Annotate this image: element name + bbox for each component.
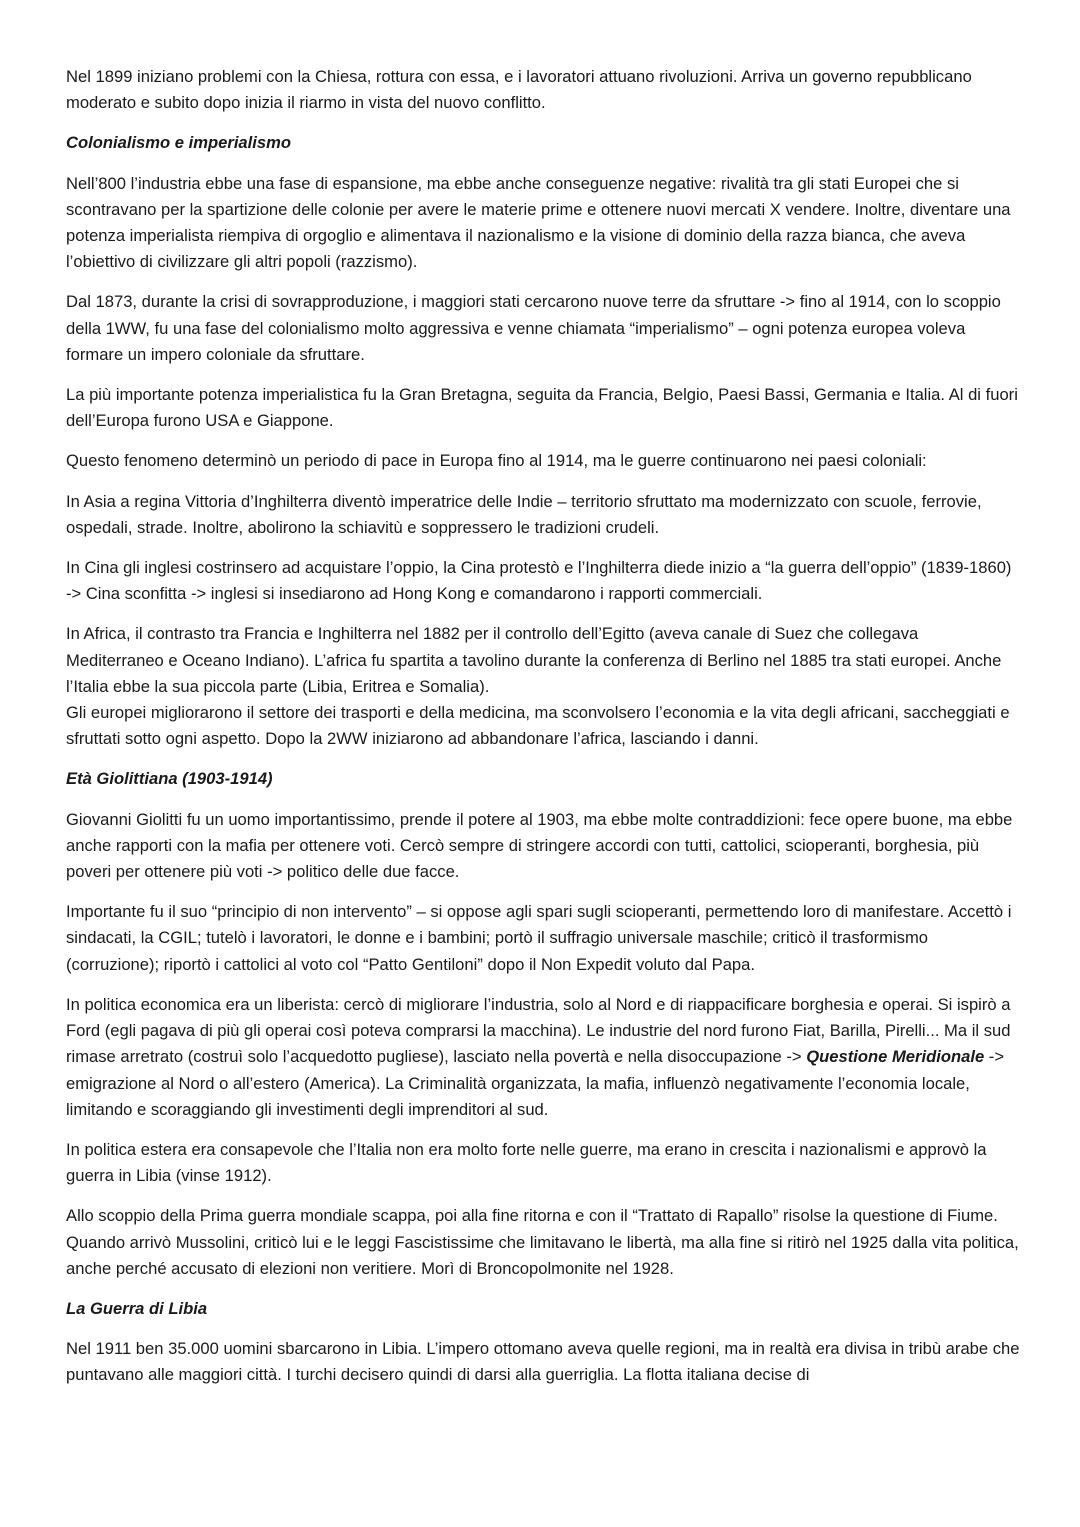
paragraph-riarmo: Nel 1899 iniziano problemi con la Chiesa, rottura con essa, e i lavoratori attuano rivoluzioni. Arriva un governo repubblicano moderato e subito dopo inizia il riarmo in vista del nuovo conflitto. [66,67,972,113]
paragraph-pace: Questo fenomeno determinò un periodo di pace in Europa fino al 1914, ma le guerre continuarono nei paesi coloniali: [66,451,927,471]
paragraph-espansione: Nell’800 l’industria ebbe una fase di espansione, ma ebbe anche conseguenze negative: rivalità tra gli stati Europei che si scontravano per la spartizione delle colonie per avere le materie prime e ottenere nuovi mercati X vendere. Inoltre, diventare una potenza imperialista riempiva di orgoglio e alimentava il nazionalismo e la visione di dominio della razza bianca, che aveva l’obiettivo di civilizzare gli altri popoli (razzismo). [66,173,1011,272]
paragraph-libia: Nel 1911 ben 35.000 uomini sbarcarono in Libia. L’impero ottomano aveva quelle regioni, ma in realtà era divisa in tribù arabe che puntavano alle maggiori città. I turchi decisero quindi di darsi alla guerriglia. La flotta italiana decise di [66,1339,1020,1385]
paragraph-asia: In Asia a regina Vittoria d’Inghilterra diventò imperatrice delle Indie – territorio sfruttato ma modernizzato con scuole, ferrovie, ospedali, strade. Inoltre, abolirono la schiavitù e soppressero le tradizioni crudeli. [66,491,982,537]
paragraph-africa: In Africa, il contrasto tra Francia e Inghilterra nel 1882 per il controllo dell’Egitto (aveva canale di Suez che collegava Mediterraneo e Oceano Indiano). L’africa fu spartita a tavolino durante la conferenza di Berlino nel 1885 tra stati europei. Anche l’Italia ebbe la sua piccola parte (Libia, Eritrea e Somalia). [66,624,1002,696]
paragraph-politica-estera: In politica estera era consapevole che l’Italia non era molto forte nelle guerre, ma erano in crescita i nazionalismi e approvò la guerra in Libia (vinse 1912). [66,1139,987,1186]
heading-libia: La Guerra di Libia [66,1298,208,1318]
heading-colonialismo: Colonialismo e imperialismo [66,133,291,153]
paragraph-giolitti: Giovanni Giolitti fu un uomo importantissimo, prende il potere al 1903, ma ebbe molte contraddizioni: fece opere buone, ma ebbe anche rapporti con la mafia per ottenere voti. Cercò sempre di stringere accordi con tutti, cattolici, scioperanti, borghesia, più poveri per ottenere più voti -> politico delle due facce. [66,809,1013,882]
questione-meridionale-emphasis: Questione Meridionale [806,1047,985,1067]
paragraph-politica-economica-part2: -> emigrazione al Nord o all’estero (America). La Criminalità organizzata, la mafia, influenzò negativamente l’economia locale, limitando e scoraggiando gli investimenti degli imprenditori al sud. [66,1047,1005,1119]
paragraph-imperialismo: Dal 1873, durante la crisi di sovrapproduzione, i maggiori stati cercarono nuove terre da sfruttare -> fino al 1914, con lo scoppio della 1WW, fu una fase del colonialismo molto aggressiva e venne chiamata “imperialismo” – ogni potenza europea voleva formare un impero coloniale da sfruttare. [66,292,1001,364]
paragraph-politica-economica [66,992,1020,1123]
paragraph-cina: In Cina gli inglesi costrinsero ad acquistare l’oppio, la Cina protestò e l’Inghilterra diede inizio a “la guerra dell’oppio” (1839-1860) -> Cina sconfitta -> inglesi si insediarono ad Hong Kong e comandarono i rapporti commerciali. [66,558,1012,604]
paragraph-potenze: La più importante potenza imperialistica fu la Gran Bretagna, seguita da Francia, Belgio, Paesi Bassi, Germania e Italia. Al di fuori dell’Europa furono USA e Giappone. [66,385,1018,431]
paragraph-prima-guerra: Allo scoppio della Prima guerra mondiale scappa, poi alla fine ritorna e con il “Trattato di Rapallo” risolse la questione di Fiume. Quando arrivò Mussolini, criticò lui e le leggi Fascistissime che limitavano le libertà, ma alla fine si ritirò nel 1925 dalla vita politica, anche perché accusato di elezioni non veritiere. Morì di Broncopolmonite nel 1928. [66,1206,1019,1278]
paragraph-non-intervento: Importante fu il suo “principio di non intervento” – si oppose agli spari sugli scioperanti, permettendo loro di manifestare. Accettò i sindacati, la CGIL; tutelò i lavoratori, le donne e i bambini; portò il suffragio universale maschile; criticò il trasformismo (corruzione); riportò i cattolici al voto col “Patto Gentiloni” dopo il Non Expedit voluto dal Papa. [66,902,1012,974]
paragraph-africa-conseguenze: Gli europei migliorarono il settore dei trasporti e della medicina, ma sconvolsero l’economia e la vita degli africani, saccheggiati e sfruttati sotto ogni aspetto. Dopo la 2WW iniziarono ad abbandonare l’africa, lasciando i danni. [66,703,1010,749]
paragraph-politica-economica-part1: In politica economica era un liberista: cercò di migliorare l’industria, solo al Nord e di riappacificare borghesia e operai. Si ispirò a Ford (egli pagava di più gli operai così poteva comprarsi la macchina). Le industrie del nord furono Fiat, Barilla, Pirelli... Ma il sud rimase arretrato (costruì solo l’acquedotto pugliese), lasciato nella povertà e nella disoccupazione -> [66,994,1011,1067]
heading-giolitti: Età Giolittiana (1903-1914) [66,769,273,789]
